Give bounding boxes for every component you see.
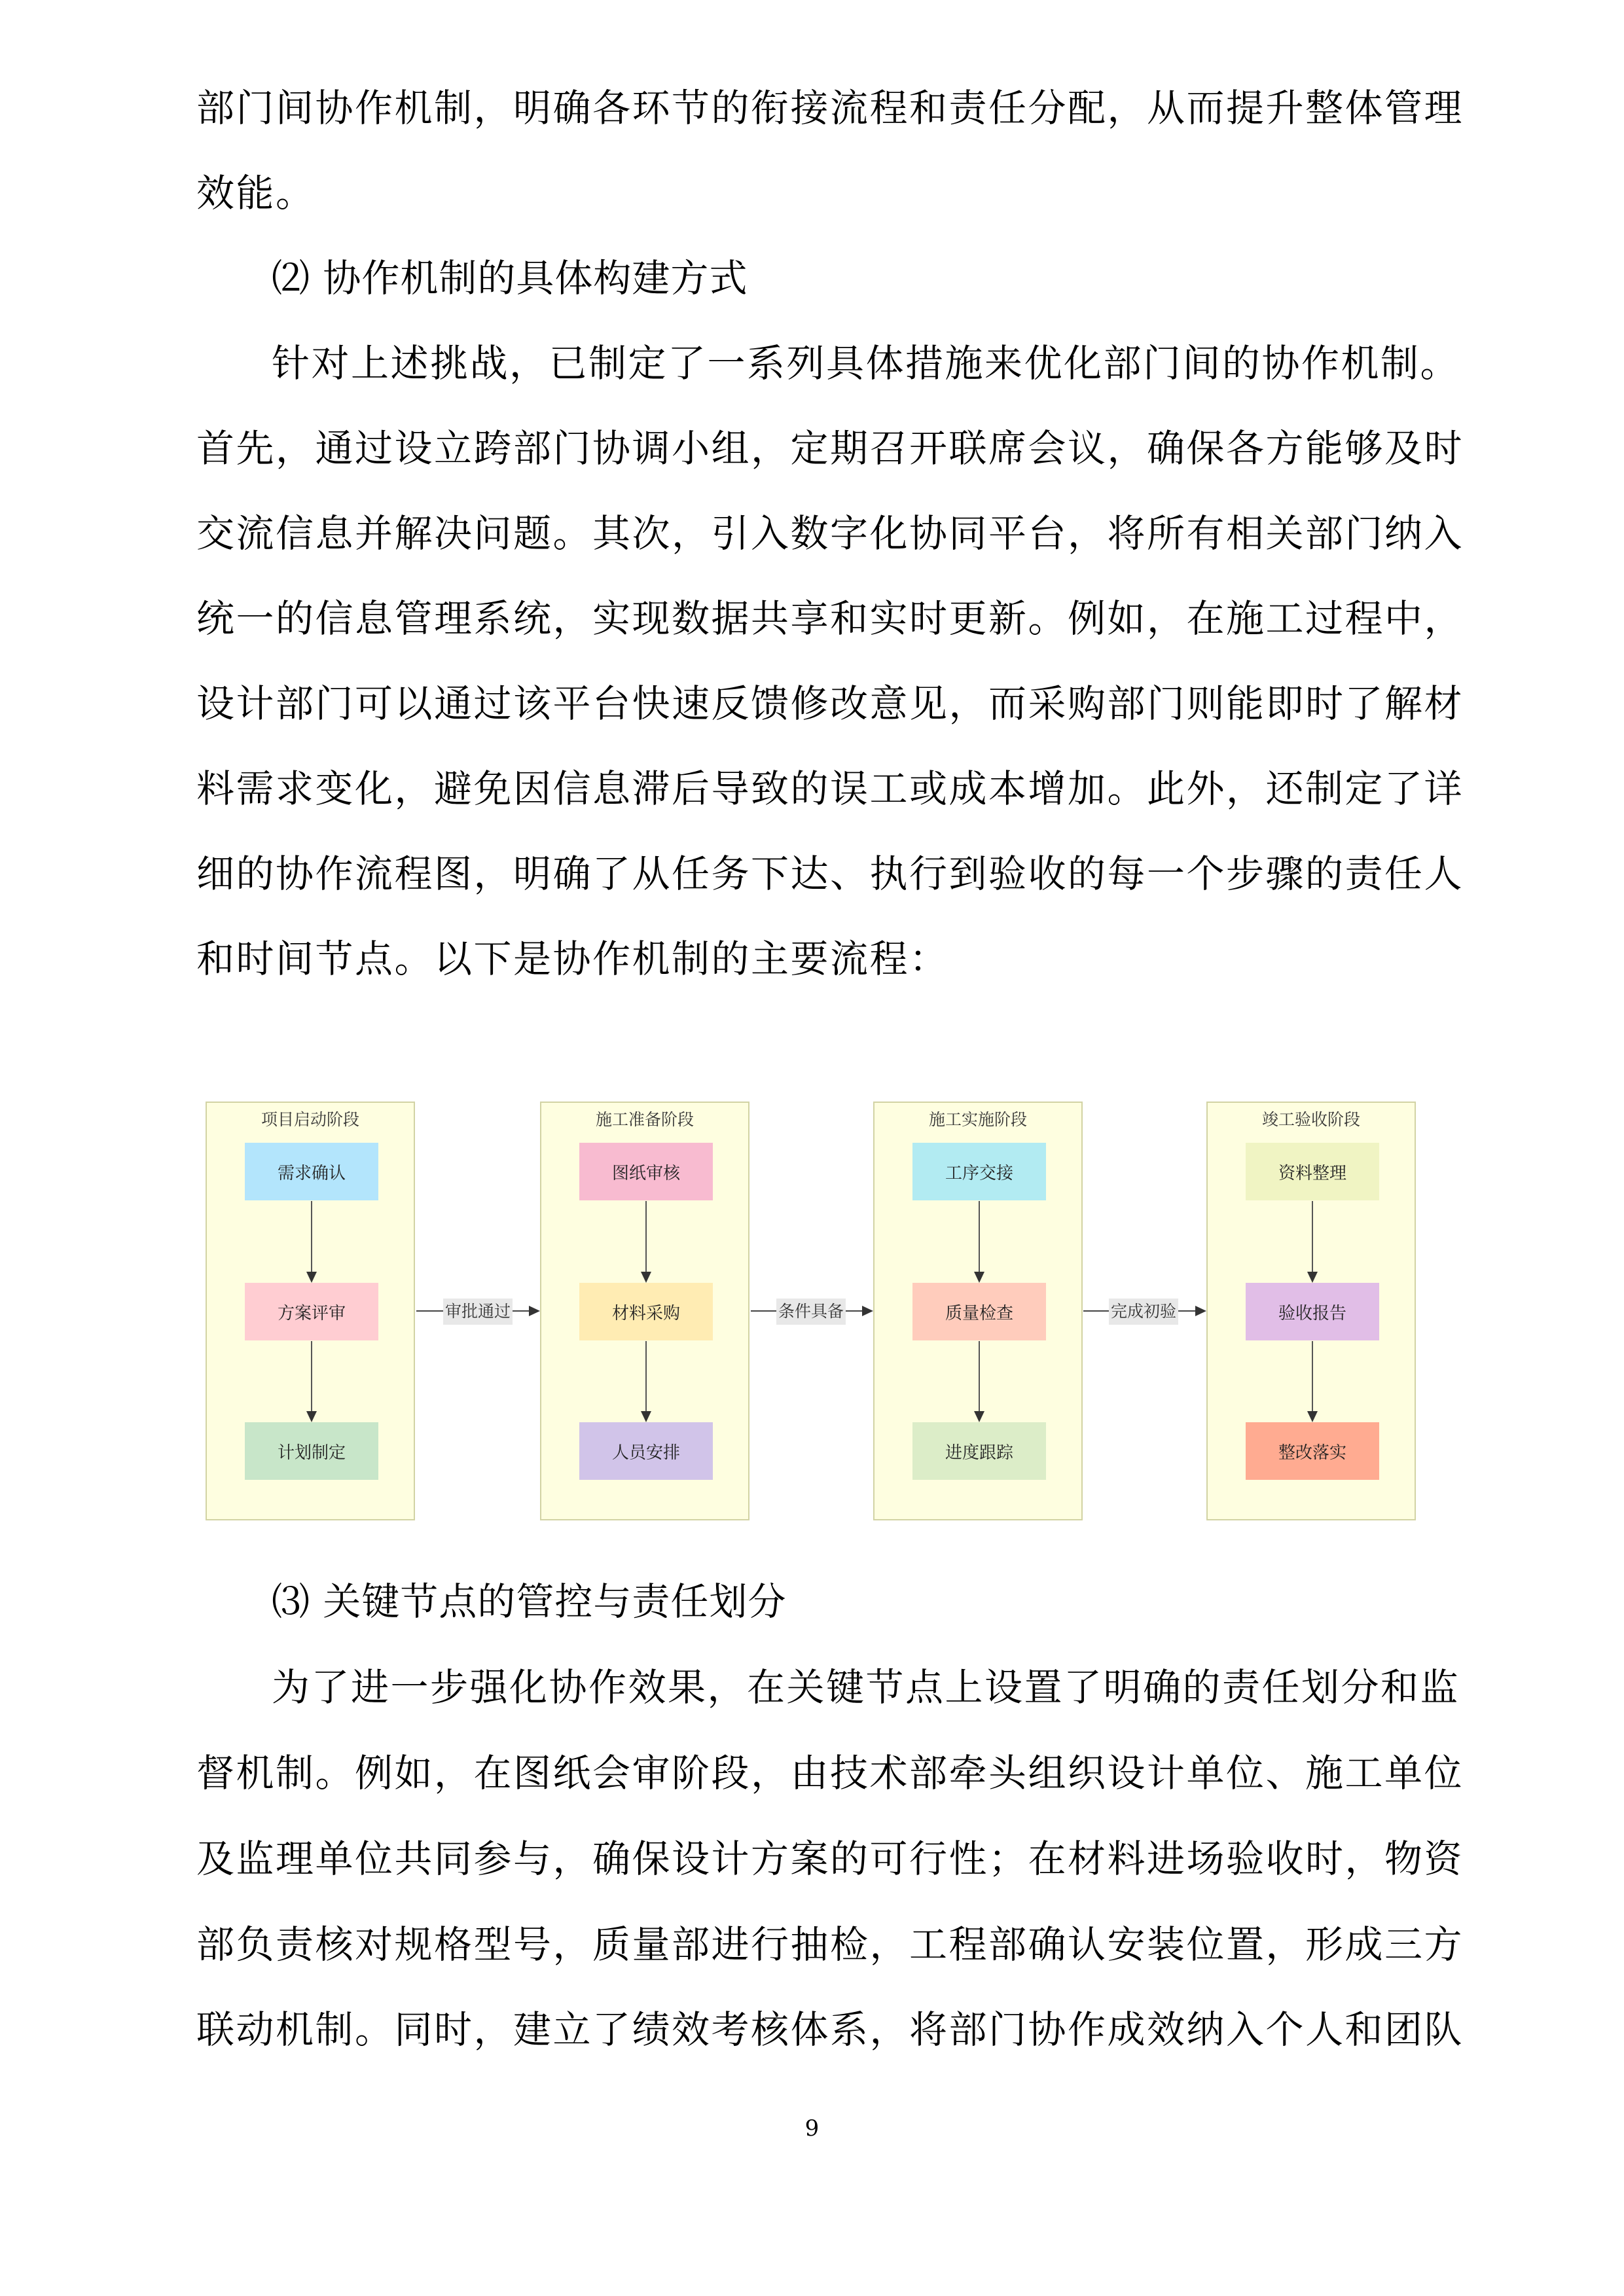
node-acceptance-report: 验收报告 bbox=[1246, 1283, 1379, 1340]
transition-label: 完成初验 bbox=[1109, 1299, 1178, 1325]
paragraph-line: 为了进一步强化协作效果，在关键节点上设置了明确的责任划分和监 bbox=[272, 1665, 1460, 1710]
transition-label: 审批通过 bbox=[443, 1299, 513, 1325]
paragraph-line: 设计部门可以通过该平台快速反馈修改意见，而采购部门则能即时了解材 bbox=[196, 681, 1464, 726]
arrow-line bbox=[1312, 1341, 1313, 1412]
arrow-right-icon bbox=[529, 1306, 540, 1316]
node-rectification: 整改落实 bbox=[1246, 1422, 1379, 1480]
node-plan-review: 方案评审 bbox=[245, 1283, 378, 1340]
node-progress-tracking: 进度跟踪 bbox=[912, 1422, 1046, 1480]
connector-line bbox=[416, 1310, 529, 1312]
node-document-organize: 资料整理 bbox=[1246, 1143, 1379, 1200]
arrow-down-icon bbox=[1307, 1272, 1318, 1283]
arrow-right-icon bbox=[862, 1306, 873, 1316]
arrow-down-icon bbox=[974, 1411, 984, 1422]
stage-title: 施工实施阶段 bbox=[928, 1110, 1027, 1129]
arrow-down-icon bbox=[306, 1411, 317, 1422]
paragraph-line: 料需求变化，避免因信息滞后导致的误工或成本增加。此外，还制定了详 bbox=[196, 766, 1464, 811]
page-number: 9 bbox=[804, 2115, 820, 2142]
paragraph-line: 细的协作流程图，明确了从任务下达、执行到验收的每一个步骤的责任人 bbox=[196, 852, 1464, 896]
paragraph-line: 及监理单位共同参与，确保设计方案的可行性；在材料进场验收时，物资 bbox=[196, 1837, 1464, 1881]
arrow-down-icon bbox=[974, 1272, 984, 1283]
arrow-down-icon bbox=[641, 1272, 651, 1283]
node-requirement-confirm: 需求确认 bbox=[245, 1143, 378, 1200]
connector-line bbox=[751, 1310, 862, 1312]
paragraph-line: 部门间协作机制，明确各环节的衔接流程和责任分配，从而提升整体管理 bbox=[196, 86, 1464, 130]
stage-frame-completion-acceptance bbox=[1206, 1102, 1416, 1520]
arrow-down-icon bbox=[306, 1272, 317, 1283]
paragraph-line: 部负责核对规格型号，质量部进行抽检，工程部确认安装位置，形成三方 bbox=[196, 1922, 1464, 1967]
node-plan-making: 计划制定 bbox=[245, 1422, 378, 1480]
node-process-handover: 工序交接 bbox=[912, 1143, 1046, 1200]
stage-frame-construction-prep bbox=[540, 1102, 749, 1520]
transition-label: 条件具备 bbox=[776, 1299, 846, 1325]
stage-title: 施工准备阶段 bbox=[595, 1110, 694, 1129]
arrow-line bbox=[311, 1201, 312, 1272]
arrow-right-icon bbox=[1195, 1306, 1206, 1316]
node-drawing-review: 图纸审核 bbox=[579, 1143, 713, 1200]
paragraph-line: 督机制。例如，在图纸会审阶段，由技术部牵头组织设计单位、施工单位 bbox=[196, 1751, 1464, 1795]
arrow-line bbox=[1312, 1201, 1313, 1272]
section-heading-2: ⑵ 协作机制的具体构建方式 bbox=[272, 256, 748, 300]
arrow-line bbox=[645, 1341, 647, 1412]
arrow-line bbox=[311, 1341, 312, 1412]
paragraph-line: 交流信息并解决问题。其次，引入数字化协同平台，将所有相关部门纳入 bbox=[196, 511, 1464, 556]
node-material-procurement: 材料采购 bbox=[579, 1283, 713, 1340]
stage-title: 项目启动阶段 bbox=[261, 1110, 359, 1129]
paragraph-line: 效能。 bbox=[196, 171, 316, 215]
arrow-down-icon bbox=[641, 1411, 651, 1422]
stage-title: 竣工验收阶段 bbox=[1261, 1110, 1360, 1129]
paragraph-line: 联动机制。同时，建立了绩效考核体系，将部门协作成效纳入个人和团队 bbox=[196, 2007, 1464, 2052]
stage-frame-construction-impl bbox=[873, 1102, 1083, 1520]
paragraph-line: 统一的信息管理系统，实现数据共享和实时更新。例如，在施工过程中， bbox=[196, 596, 1464, 641]
node-staff-arrangement: 人员安排 bbox=[579, 1422, 713, 1480]
node-quality-check: 质量检查 bbox=[912, 1283, 1046, 1340]
stage-frame-project-start bbox=[206, 1102, 415, 1520]
connector-line bbox=[1083, 1310, 1195, 1312]
paragraph-line: 首先，通过设立跨部门协调小组，定期召开联席会议，确保各方能够及时 bbox=[196, 426, 1464, 471]
arrow-line bbox=[645, 1201, 647, 1272]
arrow-line bbox=[979, 1341, 980, 1412]
paragraph-line: 和时间节点。以下是协作机制的主要流程： bbox=[196, 937, 949, 981]
paragraph-line: 针对上述挑战，已制定了一系列具体措施来优化部门间的协作机制。 bbox=[272, 341, 1460, 386]
arrow-line bbox=[979, 1201, 980, 1272]
section-heading-3: ⑶ 关键节点的管控与责任划分 bbox=[272, 1579, 787, 1624]
arrow-down-icon bbox=[1307, 1411, 1318, 1422]
